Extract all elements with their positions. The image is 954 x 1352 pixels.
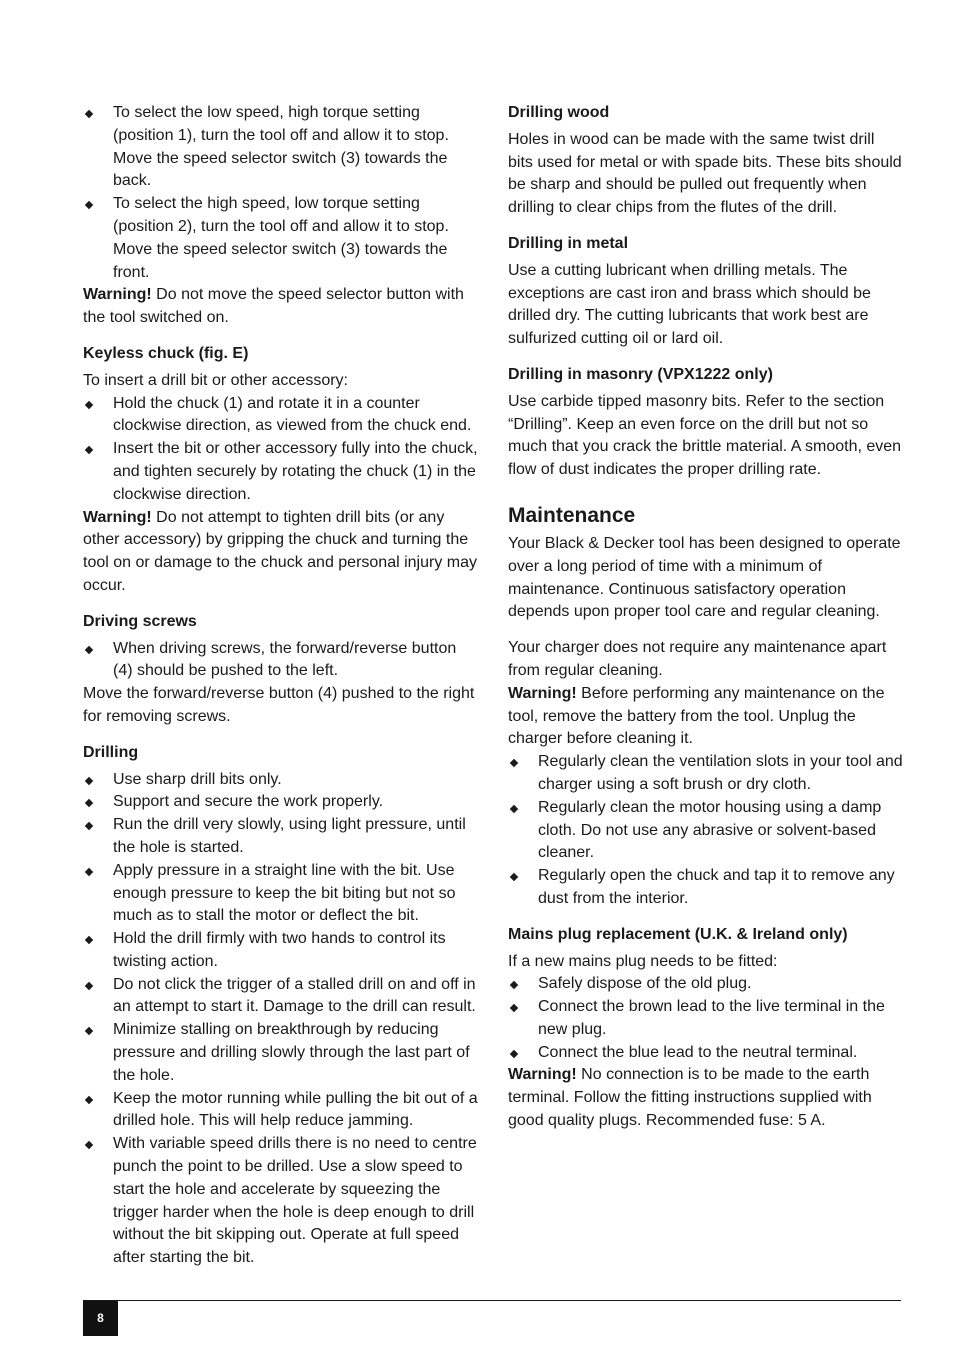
- drilling-masonry-heading: Drilling in masonry (VPX1222 only): [508, 365, 773, 383]
- warning-text: Do not move the speed selector button with the tool switched on.: [83, 286, 464, 327]
- right-column: [508, 102, 903, 1133]
- diamond-bullet-icon: [85, 822, 93, 830]
- list-item: [508, 973, 903, 996]
- list-item-text: Hold the chuck (1) and rotate it in a counter clockwise direction, as viewed from the chuck end.: [113, 394, 472, 435]
- list-item: [508, 797, 903, 865]
- warning-text: Do not attempt to tighten drill bits (or any other accessory) by gripping the chuck and turning the tool on or damage to the chuck and personal injury may occur.: [83, 508, 478, 594]
- warning-text: No connection is to be made to the earth terminal. Follow the fitting instructions supplied with good quality plugs. Recommended fuse: 5 A.: [508, 1066, 872, 1130]
- list-item: [83, 102, 478, 193]
- drilling-list: [83, 769, 478, 1271]
- diamond-bullet-icon: [85, 1027, 93, 1035]
- list-item: [83, 1088, 478, 1134]
- list-item-text: To select the high speed, low torque setting (position 2), turn the tool off and allow it to stop. Move the speed selector switch (3) towards the front.: [113, 195, 449, 281]
- driving-screws-heading: Driving screws: [83, 612, 197, 630]
- diamond-bullet-icon: [85, 867, 93, 875]
- list-item: [83, 438, 478, 506]
- mains-plug-list: [508, 973, 903, 1064]
- drilling-wood-text: Holes in wood can be made with the same twist drill bits used for metal or with spade bits. These bits should be sharp and should be pulled out frequently when drilling to clear chips from the flutes of the drill.: [508, 130, 902, 217]
- drilling-masonry-text: Use carbide tipped masonry bits. Refer to the section “Drilling”. Keep an even force on the drill but not so much that you crack the brittle material. A smooth, even flow of dust indicates the proper drilling rate.: [508, 392, 902, 479]
- charger-maintenance-text: Your charger does not require any maintenance apart from regular cleaning.: [508, 639, 887, 679]
- diamond-bullet-icon: [85, 776, 93, 784]
- list-item-text: Regularly open the chuck and tap it to remove any dust from the interior.: [538, 867, 895, 907]
- list-item-text: Keep the motor running while pulling the bit out of a drilled hole. This will help reduce jamming.: [113, 1089, 478, 1130]
- list-item: [83, 1133, 478, 1270]
- keyless-chuck-list: [83, 393, 478, 507]
- list-item-text: Connect the brown lead to the live terminal in the new plug.: [538, 998, 885, 1038]
- warning-label: Warning!: [83, 508, 152, 526]
- list-item-text: Regularly clean the motor housing using a damp cloth. Do not use any abrasive or solvent-based cleaner.: [538, 798, 882, 862]
- diamond-bullet-icon: [85, 1095, 93, 1103]
- list-item: [508, 1042, 903, 1065]
- diamond-bullet-icon: [85, 981, 93, 989]
- list-item: [508, 751, 903, 797]
- maintenance-warning: [508, 683, 903, 751]
- list-item-text: Minimize stalling on breakthrough by reducing pressure and drilling slowly through the last part of the hole.: [113, 1021, 470, 1084]
- list-item: [83, 393, 478, 439]
- diamond-bullet-icon: [510, 981, 518, 989]
- diamond-bullet-icon: [510, 804, 518, 812]
- list-item: [83, 791, 478, 814]
- list-item: [83, 814, 478, 860]
- maintenance-heading: Maintenance: [508, 503, 636, 527]
- list-item-text: Run the drill very slowly, using light pressure, until the hole is started.: [113, 816, 466, 856]
- driving-screws-list: [83, 638, 478, 684]
- page-number: 8: [83, 1301, 118, 1336]
- drilling-metal-text: Use a cutting lubricant when drilling metals. The exceptions are cast iron and brass which should be drilled dry. The cutting lubricants that work best are sulfurized cutting oil or lard oil.: [508, 261, 871, 348]
- list-item-text: Regularly clean the ventilation slots in your tool and charger using a soft brush or dry cloth.: [538, 753, 903, 793]
- list-item-text: Do not click the trigger of a stalled drill on and off in an attempt to start it. Damage to the drill can result.: [113, 975, 476, 1016]
- diamond-bullet-icon: [510, 873, 518, 881]
- keyless-chuck-heading: Keyless chuck (fig. E): [83, 344, 249, 362]
- warning-label: Warning!: [508, 1066, 577, 1084]
- keyless-chuck-warning: [83, 507, 478, 598]
- list-item-text: Connect the blue lead to the neutral terminal.: [538, 1043, 858, 1061]
- drilling-heading: Drilling: [83, 743, 139, 761]
- list-item: [83, 974, 478, 1020]
- list-item-text: With variable speed drills there is no need to centre punch the point to be drilled. Use a slow speed to start the hole and accelerate by squeezing the trigger harder when the hole is deep enough to drill without the bit skipping out. Operate at full speed after starting the bit.: [113, 1135, 477, 1267]
- list-item: [508, 996, 903, 1042]
- diamond-bullet-icon: [85, 446, 93, 454]
- diamond-bullet-icon: [85, 1141, 93, 1149]
- list-item-text: When driving screws, the forward/reverse button (4) should be pushed to the left.: [113, 639, 457, 680]
- list-item-text: Insert the bit or other accessory fully into the chuck, and tighten securely by rotating the chuck (1) in the clockwise direction.: [113, 440, 478, 503]
- mains-plug-warning: [508, 1064, 903, 1132]
- warning-label: Warning!: [508, 684, 577, 702]
- diamond-bullet-icon: [85, 110, 93, 118]
- maintenance-intro: Your Black & Decker tool has been designed to operate over a long period of time with a minimum of maintenance. Continuous satisfactory operation depends upon proper tool care and regular cleaning.: [508, 534, 901, 621]
- keyless-chuck-intro: To insert a drill bit or other accessory:: [83, 371, 348, 389]
- mains-plug-intro: If a new mains plug needs to be fitted:: [508, 952, 778, 970]
- list-item-text: Hold the drill firmly with two hands to control its twisting action.: [113, 930, 446, 970]
- warning-label: Warning!: [83, 286, 152, 304]
- speed-selector-list: [83, 102, 478, 284]
- mains-plug-heading: Mains plug replacement (U.K. & Ireland only): [508, 925, 848, 943]
- maintenance-list: [508, 751, 903, 911]
- list-item-text: Support and secure the work properly.: [113, 793, 384, 811]
- list-item: [83, 769, 478, 792]
- list-item: [83, 860, 478, 928]
- footer-divider: [83, 1300, 901, 1301]
- diamond-bullet-icon: [85, 201, 93, 209]
- diamond-bullet-icon: [510, 759, 518, 767]
- list-item-text: Apply pressure in a straight line with the bit. Use enough pressure to keep the bit biting but not so much as to stall the motor or deflect the bit.: [113, 861, 456, 925]
- list-item-text: Safely dispose of the old plug.: [538, 975, 752, 993]
- diamond-bullet-icon: [85, 799, 93, 807]
- speed-warning: [83, 284, 478, 330]
- list-item-text: Use sharp drill bits only.: [113, 770, 282, 788]
- list-item-text: To select the low speed, high torque setting (position 1), turn the tool off and allow it to stop. Move the speed selector switch (3) towards the back.: [113, 104, 449, 190]
- left-column: [83, 102, 478, 1270]
- list-item: [83, 1019, 478, 1087]
- drilling-metal-heading: Drilling in metal: [508, 234, 629, 252]
- diamond-bullet-icon: [85, 936, 93, 944]
- drilling-wood-heading: Drilling wood: [508, 104, 610, 121]
- warning-text: Before performing any maintenance on the tool, remove the battery from the tool. Unplug the charger before cleaning it.: [508, 684, 885, 748]
- driving-screws-note: Move the forward/reverse button (4) pushed to the right for removing screws.: [83, 685, 475, 725]
- diamond-bullet-icon: [510, 1049, 518, 1057]
- list-item: [83, 928, 478, 974]
- list-item: [83, 638, 478, 684]
- diamond-bullet-icon: [85, 400, 93, 408]
- list-item: [83, 193, 478, 284]
- diamond-bullet-icon: [510, 1004, 518, 1012]
- list-item: [508, 865, 903, 911]
- diamond-bullet-icon: [85, 645, 93, 653]
